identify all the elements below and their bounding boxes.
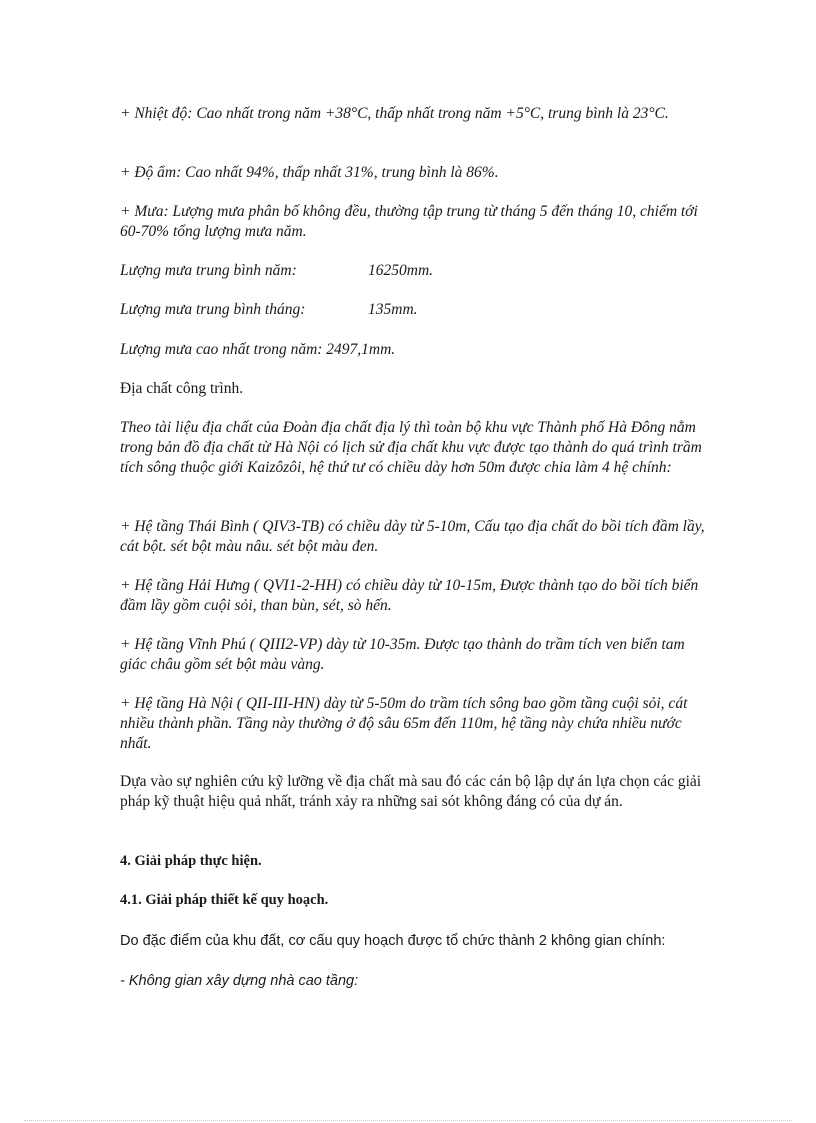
rain-year-value: 16250mm. (368, 262, 434, 279)
section-4-heading: 4. Giải pháp thực hiện. (120, 853, 262, 869)
temperature-paragraph: + Nhiệt độ: Cao nhất trong năm +38°C, thấp nhất trong năm +5°C, trung bình là 23°C. (120, 105, 669, 122)
rain-year-line (120, 261, 705, 281)
geology-heading: Địa chất công trình. (120, 380, 244, 397)
conclusion-paragraph: Dựa vào sự nghiên cứu kỹ lưỡng về địa chất mà sau đó các cán bộ lập dự án lựa chọn các giải pháp kỹ thuật hiệu quả nhất, tránh xảy ra những sai sót không đáng có của dự án. (120, 773, 702, 810)
page-bottom-divider (24, 1120, 792, 1121)
rain-max-line: Lượng mưa cao nhất trong năm: 2497,1mm. (120, 341, 396, 358)
humidity-paragraph: + Độ ẩm: Cao nhất 94%, thấp nhất 31%, trung bình là 86%. (120, 164, 499, 181)
section-4-1-heading: 4.1. Giải pháp thiết kế quy hoạch. (120, 892, 329, 908)
layer-hai-hung-paragraph: + Hệ tầng Hải Hưng ( QVI1-2-HH) có chiều dày từ 10-15m, Được thành tạo do bồi tích biển đầm lầy gồm cuội sỏi, than bùn, sét, sò hến. (120, 577, 699, 614)
rain-year-label: Lượng mưa trung bình năm: (120, 262, 297, 279)
layer-ha-noi-paragraph: + Hệ tầng Hà Nội ( QII-III-HN) dày từ 5-50m do trầm tích sông bao gồm tầng cuội sỏi, cát nhiều thành phần. Tầng này thường ở độ sâu 65m đến 110m, hệ tầng này chứa nhiều nước nhất. (120, 695, 688, 752)
high-rise-item: - Không gian xây dựng nhà cao tầng: (120, 973, 359, 989)
geology-intro-paragraph: Theo tài liệu địa chất của Đoàn địa chất địa lý thì toàn bộ khu vực Thành phố Hà Đông nằm trong bản đồ địa chất từ Hà Nội có lịch sử địa chất khu vực được tạo thành do quá trình trầm tích sông thuộc giới Kaizôzôi, hệ thứ tư có chiều dày hơn 50m được chia làm 4 hệ chính: (120, 419, 702, 476)
layer-vinh-phu-paragraph: + Hệ tầng Vĩnh Phú ( QIII2-VP) dày từ 10-35m. Được tạo thành do trầm tích ven biển tam giác châu gồm sét bột màu vàng. (120, 636, 685, 673)
layer-thai-binh-paragraph: + Hệ tầng Thái Bình ( QIV3-TB) có chiều dày từ 5-10m, Cấu tạo địa chất do bồi tích đầm lầy, cát bột. sét bột màu nâu. sét bột màu đen. (120, 518, 705, 555)
rain-month-value: 135mm. (368, 301, 418, 318)
rain-paragraph: + Mưa: Lượng mưa phân bố không đều, thường tập trung từ tháng 5 đến tháng 10, chiếm tới 60-70% tổng lượng mưa năm. (120, 203, 698, 240)
rain-month-label: Lượng mưa trung bình tháng: (120, 301, 306, 318)
rain-month-line (120, 300, 705, 320)
planning-intro-paragraph: Do đặc điểm của khu đất, cơ cấu quy hoạch được tổ chức thành 2 không gian chính: (120, 933, 666, 949)
